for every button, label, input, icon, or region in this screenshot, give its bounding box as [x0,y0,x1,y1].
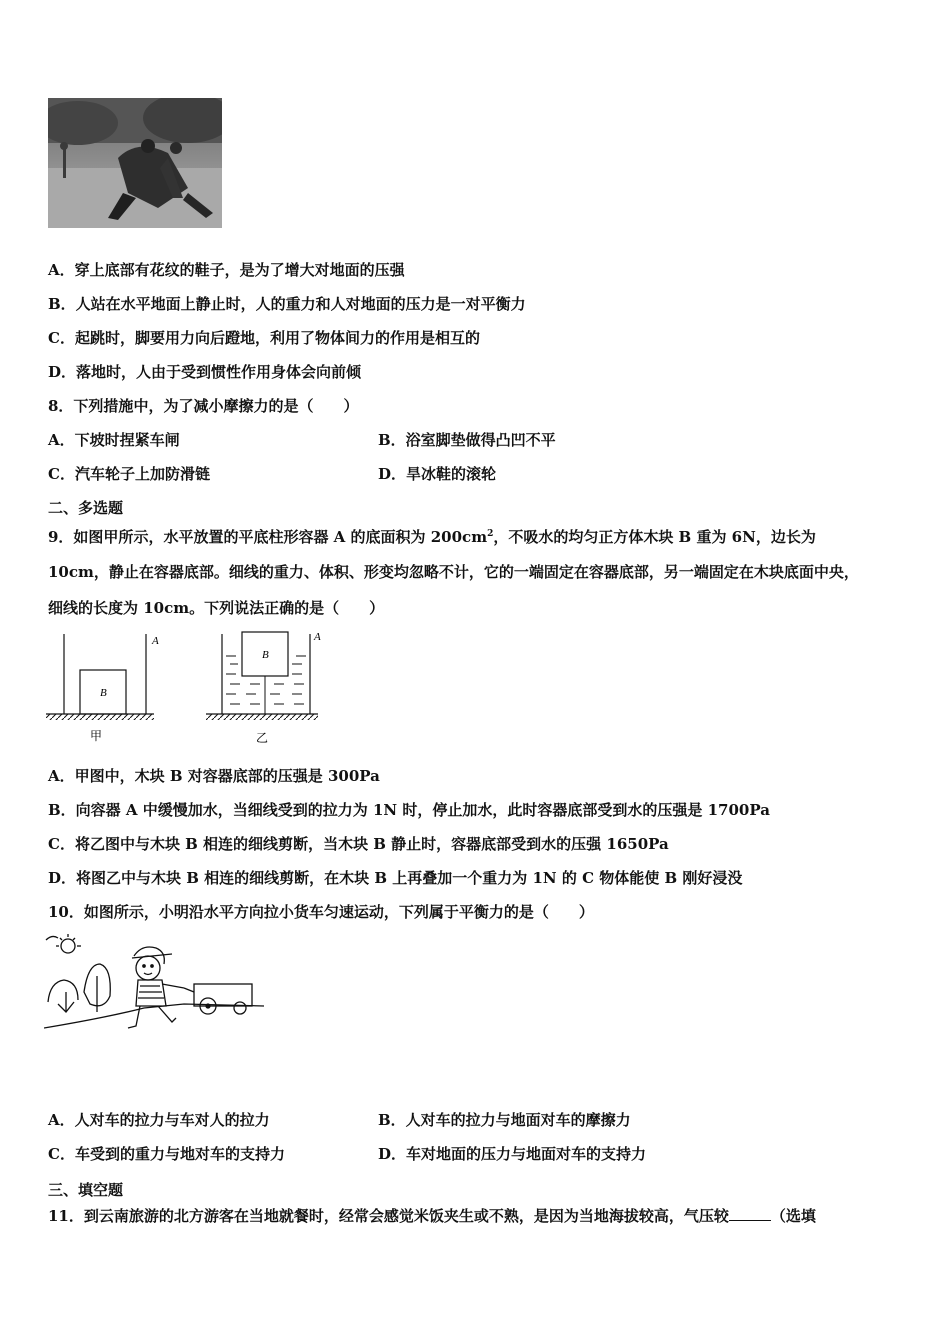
long-jump-photo [48,98,222,228]
q7-option-d: D．落地时，人由于受到惯性作用身体会向前倾 [48,363,362,381]
answer-blank[interactable] [729,1206,771,1221]
section-heading-fill-in: 三、填空题 [48,1181,124,1199]
q9-superscript: 2 [487,529,494,539]
q9-stem-line1: 9．如图甲所示，水平放置的平底柱形容器 A 的底面积为 $200cm^2$，不吸水的均匀正方体木块 B 重为 6N，边长为 [48,528,816,546]
q10-option-b: B．人对车的拉力与地面对车的摩擦力 [378,1111,631,1129]
container-diagram [40,628,340,748]
q8-option-b: B．浴室脚垫做得凸凹不平 [378,431,556,449]
caption-jia: 甲 [90,729,103,743]
q7-option-b: B．人站在水平地面上静止时，人的重力和人对地面的压力是一对平衡力 [48,295,526,313]
q7-option-a: A．穿上底部有花纹的鞋子，是为了增大对地面的压强 [48,261,405,279]
q8-option-d: D．旱冰鞋的滚轮 [378,465,497,483]
q9-option-d: D．将图乙中与木块 B 相连的细线剪断，在木块 B 上再叠加一个重力为 1N 的 C 物体能使 B 刚好浸没 [48,869,743,887]
q10-option-c: C．车受到的重力与地对车的支持力 [48,1145,285,1163]
jia-container-label: A [152,635,159,647]
q9-option-a: A．甲图中，木块 B 对容器底部的压强是 300Pa [48,767,380,785]
q9-option-c: C．将乙图中与木块 B 相连的细线剪断，当木块 B 静止时，容器底部受到水的压强 1650Pa [48,835,669,853]
q8-option-a: A．下坡时捏紧车闸 [48,431,180,449]
figure-jia [46,634,159,720]
q9-option-b: B．向容器 A 中缓慢加水，当细线受到的拉力为 1N 时，停止加水，此时容器底部受到水的压强是 1700Pa [48,801,770,819]
caption-yi: 乙 [256,731,269,745]
q10-option-d: D．车对地面的压力与地面对车的支持力 [378,1145,647,1163]
figure-yi [206,631,321,720]
q11-stem: 11．到云南旅游的北方游客在当地就餐时，经常会感觉米饭夹生或不熟，是因为当地海拔较高，气压较 （选填 [48,1207,816,1225]
q8-option-c: C．汽车轮子上加防滑链 [48,465,210,483]
q10-option-a: A．人对车的拉力与车对人的拉力 [48,1111,270,1129]
yi-container-label: A [314,631,321,643]
q7-option-c: C．起跳时，脚要用力向后蹬地，利用了物体间力的作用是相互的 [48,329,480,347]
section-heading-multiple-choice: 二、多选题 [48,499,124,517]
q9-stem-line2: 10cm，静止在容器底部。细线的重力、体积、形变均忽略不计，它的一端固定在容器底部，另一端固定在木块底面中央， [48,563,859,581]
q10-stem: 10．如图所示，小明沿水平方向拉小货车匀速运动，下列属于平衡力的是（ ） [48,903,594,921]
q8-stem: 8．下列措施中，为了减小摩擦力的是（ ） [48,397,359,415]
boy-pulling-cart-illustration [44,932,266,1042]
q9-stem-line3: 细线的长度为 10cm。下列说法正确的是（ ） [48,599,385,617]
yi-block-label: B [262,649,269,661]
jia-block-label: B [100,687,107,699]
